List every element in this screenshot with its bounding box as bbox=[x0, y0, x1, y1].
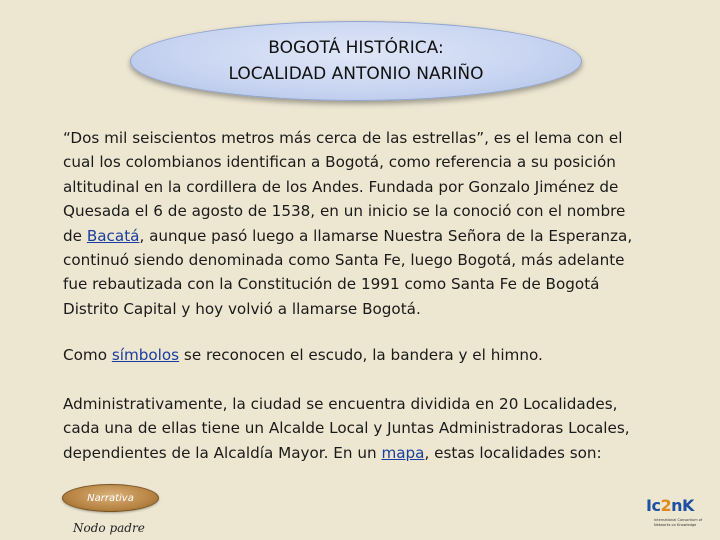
bacata-link[interactable]: Bacatá bbox=[86, 226, 140, 245]
nodo-padre-link[interactable]: Nodo padre bbox=[73, 521, 145, 535]
logo-text-part: Ic bbox=[646, 496, 661, 515]
text-line: Distrito Capital y hoy volvió a llamarse Bogotá. bbox=[63, 299, 421, 318]
text-line: cada una de ellas tiene un Alcalde Local y Juntas Administradoras Locales, bbox=[63, 419, 630, 438]
text-segment: Como bbox=[63, 346, 112, 364]
text-line: “Dos mil seiscientos metros más cerca de las estrellas”, es el lema con el bbox=[63, 129, 623, 147]
title-banner bbox=[130, 21, 582, 101]
logo-text-part: nK bbox=[671, 496, 694, 515]
text-segment: se reconocen el escudo, la bandera y el himno. bbox=[179, 346, 543, 364]
simbolos-link[interactable]: símbolos bbox=[111, 346, 180, 364]
text-segment: de bbox=[63, 226, 87, 245]
narrativa-button[interactable] bbox=[62, 484, 159, 512]
symbols-paragraph bbox=[63, 343, 703, 367]
text-line: Quesada el 6 de agosto de 1538, en un inicio se la conoció con el nombre bbox=[63, 202, 626, 221]
text-line: Administrativamente, la ciudad se encuentra dividida en 20 Localidades, bbox=[63, 395, 618, 413]
mapa-link[interactable]: mapa bbox=[381, 443, 425, 462]
text-line bbox=[63, 441, 703, 465]
narrativa-label: Narrativa bbox=[87, 492, 134, 504]
text-line: altitudinal en la cordillera de los Andes. Fundada por Gonzalo Jiménez de bbox=[63, 177, 619, 196]
page-title-line-1: BOGOTÁ HISTÓRICA: bbox=[268, 38, 444, 58]
text-segment: , aunque pasó luego a llamarse Nuestra Señora de la Esperanza, bbox=[139, 226, 633, 245]
text-line: cual los colombianos identifican a Bogotá, como referencia a su posición bbox=[63, 153, 616, 172]
logo-subtitle: International Consortium of Networks on Knowledge bbox=[654, 518, 703, 527]
administration-paragraph bbox=[63, 392, 703, 465]
history-paragraph bbox=[63, 126, 703, 321]
page-title-line-2: LOCALIDAD ANTONIO NARIÑO bbox=[228, 64, 484, 84]
logo-wordmark bbox=[646, 496, 694, 515]
text-line: continuó siendo denominada como Santa Fe, luego Bogotá, más adelante bbox=[63, 251, 625, 270]
logo-text-part: 2 bbox=[660, 496, 672, 515]
ic2nk-logo bbox=[638, 496, 718, 538]
text-line: fue rebautizada con la Constitución de 1991 como Santa Fe de Bogotá bbox=[63, 275, 600, 294]
text-segment: , estas localidades son: bbox=[424, 443, 602, 462]
text-segment: dependientes de la Alcaldía Mayor. En un bbox=[63, 443, 382, 462]
text-line bbox=[63, 224, 703, 248]
text-line bbox=[63, 343, 703, 367]
